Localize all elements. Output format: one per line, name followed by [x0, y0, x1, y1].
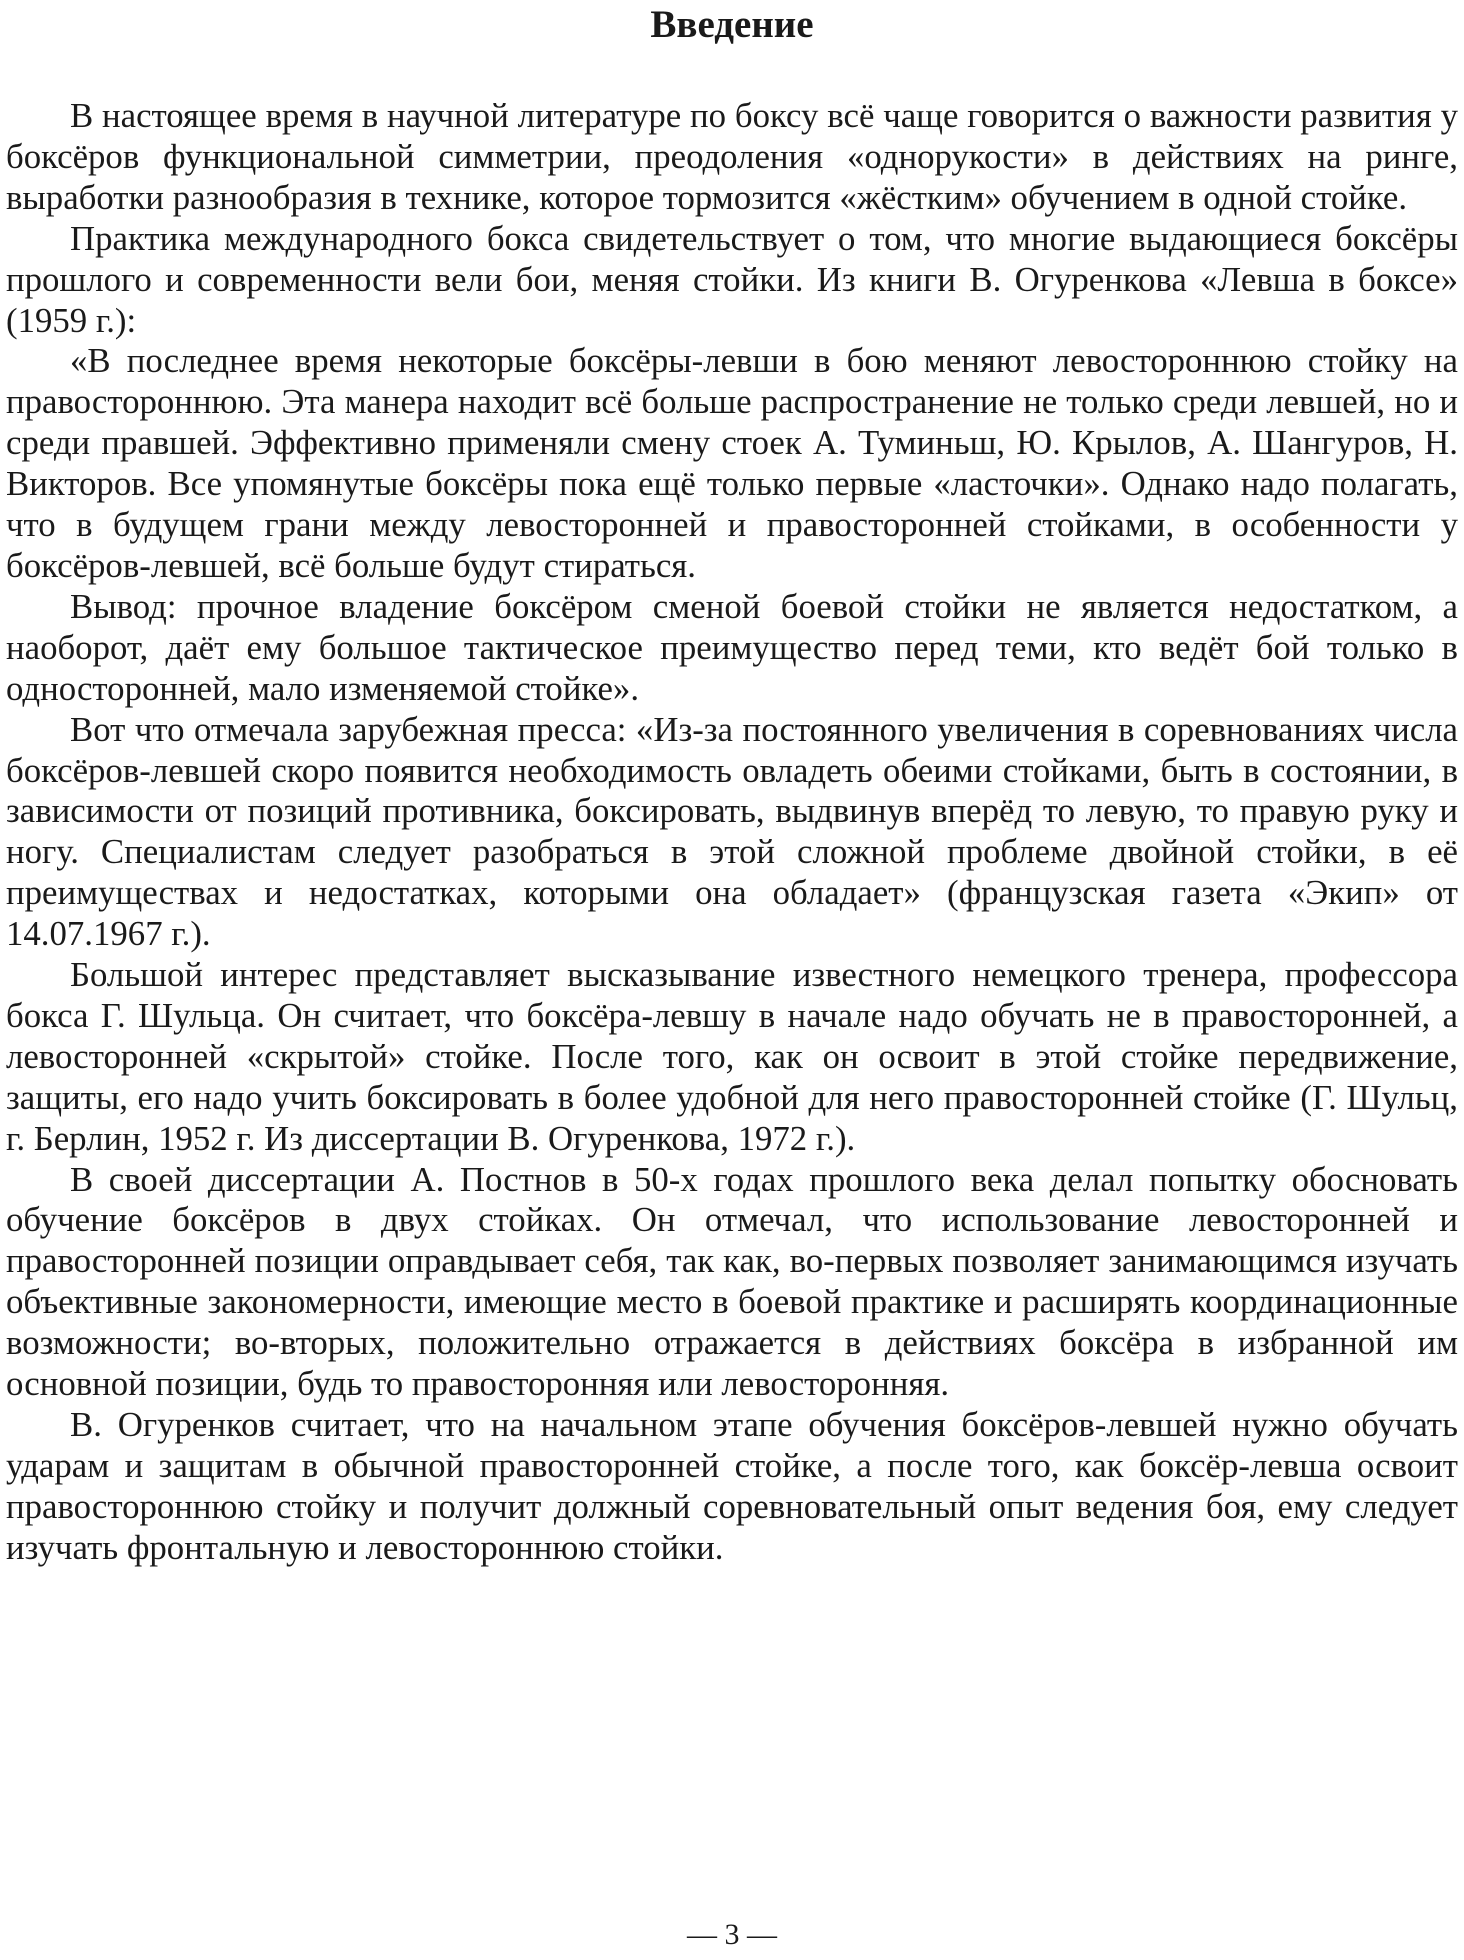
paragraph-3: «В последнее время некоторые боксёры-левши в бою меняют левостороннюю стойку на правостороннюю. Эта манера находит всё больше распространение не только среди левшей, но и среди правшей. Эффективно применяли смену стоек А. Туминьш, Ю. Крылов, А. Шангуров, Н. Викторов. Все упомянутые боксёры пока ещё только первые «ласточки». Однако надо полагать, что в будущем грани между левосторонней и правосторонней стойками, в особенности у боксёров-левшей, всё больше будут стираться. [6, 341, 1458, 585]
paragraph-1: В настоящее время в научной литературе по боксу всё чаще говорится о важности развития у боксёров функциональной симметрии, преодоления «однорукости» в действиях на ринге, выработки разнообразия в технике, которое тормозится «жёстким» обучением в одной стойке. [6, 96, 1458, 217]
body-text [6, 96, 1458, 1569]
paragraph-5: Вот что отмечала зарубежная пресса: «Из-за постоянного увеличения в соревнованиях числа боксёров-левшей скоро появится необходимость овладеть обеими стойками, быть в состоянии, в зависимости от позиций противника, боксировать, выдвинув вперёд то левую, то правую руку и ногу. Специалистам следует разобраться в этой сложной проблеме двойной стойки, в её преимуществах и недостатках, которыми она обладает» (французская газета «Экип» от 14.07.1967 г.). [6, 709, 1458, 954]
paragraph-4: Вывод: прочное владение боксёром сменой боевой стойки не является недостатком, а наоборот, даёт ему большое тактическое преимущество перед теми, кто ведёт бой только в односторонней, мало изменяемой стойке». [6, 586, 1458, 708]
paragraph-8: В. Огуренков считает, что на начальном этапе обучения боксёров-левшей нужно обучать ударам и защитам в обычной правосторонней стойке, а после того, как боксёр-левша освоит правостороннюю стойку и получит должный соревновательный опыт ведения боя, ему следует изучать фронтальную и левостороннюю стойки. [6, 1405, 1458, 1567]
paragraph-2: Практика международного бокса свидетельствует о том, что многие выдающиеся боксёры прошлого и современности вели бои, меняя стойки. Из книги В. Огуренкова «Левша в боксе» (1959 г.): [6, 218, 1458, 340]
page-number: — 3 — [687, 1918, 777, 1951]
paragraph-6: Большой интерес представляет высказывание известного немецкого тренера, профессора бокса Г. Шульца. Он считает, что боксёра-левшу в начале надо обучать не в правосторонней, а левосторонней «скрытой» стойке. После того, как он освоит в этой стойке передвижение, защиты, его надо учить боксировать в более удобной для него правосторонней стойке (Г. Шульц, г. Берлин, 1952 г. Из диссертации В. Огуренкова, 1972 г.). [6, 955, 1458, 1158]
page-title: Введение [650, 3, 814, 46]
paragraph-7: В своей диссертации А. Постнов в 50-х годах прошлого века делал попытку обосновать обучение боксёров в двух стойках. Он отмечал, что использование левосторонней и правосторонней позиции оправдывает себя, так как, во-первых позволяет занимающимся изучать объективные закономерности, имеющие место в боевой практике и расширять координационные возможности; во-вторых, положительно отражается в действиях боксёра в избранной им основной позиции, будь то правосторонняя или левосторонняя. [6, 1159, 1458, 1404]
